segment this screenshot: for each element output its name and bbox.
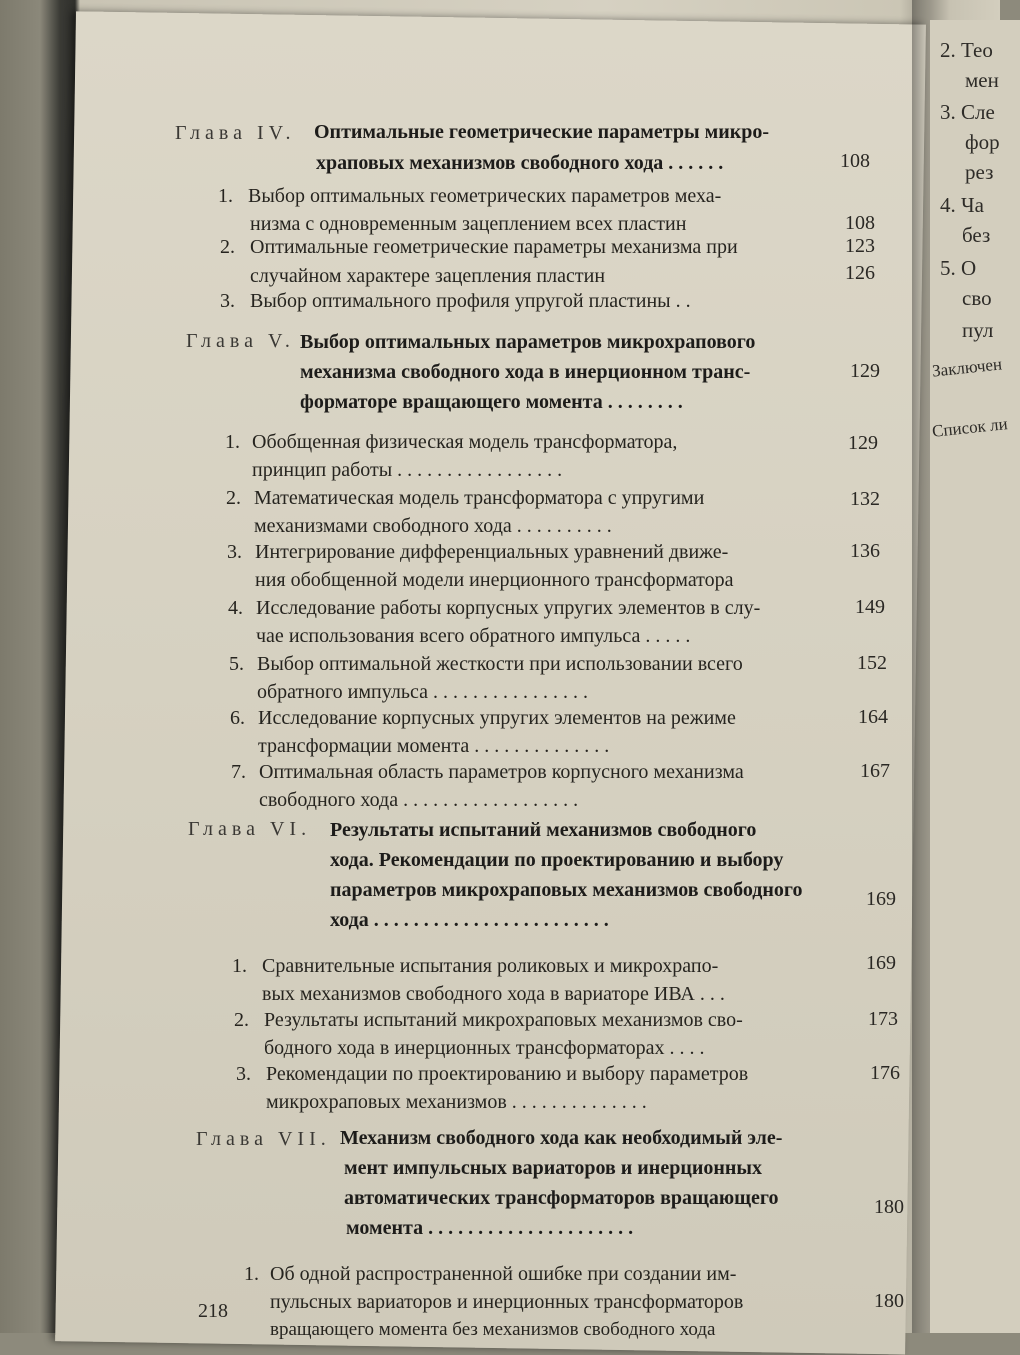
- section-line: Оптимальная область параметров корпусного механизма: [259, 761, 744, 783]
- page-number: 164: [858, 706, 888, 728]
- section-number: 1.: [225, 431, 240, 453]
- page-number: 180: [874, 1290, 904, 1312]
- page-number: 149: [855, 596, 885, 618]
- section-number: 2.: [226, 487, 241, 509]
- chapter-title-line: параметров микрохраповых механизмов свободного: [330, 879, 803, 901]
- chapter-title-line: Оптимальные геометрические параметры микро-: [314, 121, 770, 143]
- section-line: пульсных вариаторов и инерционных трансформаторов: [270, 1291, 744, 1313]
- chapter-label: Глава VII.: [196, 1128, 331, 1150]
- chapter-label: Глава VI.: [188, 818, 312, 840]
- section-line: бодного хода в инерционных трансформаторах . . . .: [264, 1037, 705, 1059]
- section-line: Результаты испытаний микрохраповых механизмов сво-: [264, 1009, 743, 1031]
- page-number: 129: [850, 360, 880, 382]
- section-number: 6.: [230, 707, 245, 729]
- facing-line: мен: [965, 68, 999, 92]
- facing-line: 4. Ча: [940, 193, 984, 217]
- facing-line: без: [962, 223, 991, 247]
- facing-line: Заключен: [931, 354, 1003, 381]
- facing-line: 2. Тео: [940, 38, 993, 62]
- chapter-title-line: механизма свободного хода в инерционном транс-: [300, 361, 751, 383]
- section-line: чае использования всего обратного импульса . . . . .: [256, 625, 691, 647]
- section-number: 1.: [244, 1263, 259, 1285]
- chapter-title-line: мент импульсных вариаторов и инерционных: [344, 1157, 763, 1179]
- facing-line: 3. Сле: [940, 100, 995, 124]
- section-line: свободного хода . . . . . . . . . . . . . . . . . .: [259, 789, 579, 811]
- page-number: 180: [874, 1196, 904, 1218]
- section-line: Выбор оптимальной жесткости при использовании всего: [257, 653, 743, 675]
- page-folio: 218: [198, 1300, 228, 1322]
- section-line: обратного импульса . . . . . . . . . . . . . . . .: [257, 681, 588, 703]
- section-number: 7.: [231, 761, 246, 783]
- page-number: 173: [868, 1008, 898, 1030]
- section-line: Математическая модель трансформатора с упругими: [254, 487, 705, 509]
- page-number: 129: [848, 432, 878, 454]
- section-line: низма с одновременным зацеплением всех пластин: [250, 213, 687, 235]
- section-number: 1.: [232, 955, 247, 977]
- section-line: Об одной распространенной ошибке при создании им-: [270, 1263, 737, 1285]
- section-number: 5.: [229, 653, 244, 675]
- page-number: 176: [870, 1062, 900, 1084]
- facing-line: Список ли: [931, 414, 1009, 441]
- section-line: механизмами свободного хода . . . . . . . . . .: [254, 515, 612, 537]
- section-line: случайном характере зацепления пластин: [250, 265, 606, 287]
- section-line: ния обобщенной модели инерционного трансформатора: [255, 569, 734, 591]
- facing-line: пул: [962, 318, 994, 342]
- section-line: Рекомендации по проектированию и выбору параметров: [266, 1063, 749, 1085]
- section-number: 3.: [220, 290, 235, 312]
- chapter-title-line: момента . . . . . . . . . . . . . . . . . . . . .: [346, 1217, 634, 1239]
- section-line: Выбор оптимальных геометрических параметров меха-: [248, 185, 722, 207]
- page-number: 123: [845, 235, 875, 257]
- section-number: 3.: [227, 541, 242, 563]
- chapter-title-line: хода . . . . . . . . . . . . . . . . . . . . . . . .: [330, 909, 609, 931]
- facing-line: 5. О: [940, 256, 977, 280]
- section-line: вых механизмов свободного хода в вариаторе ИВА . . .: [262, 983, 725, 1005]
- page-number: 152: [857, 652, 887, 674]
- chapter-label: Глава V.: [186, 330, 295, 352]
- page-number: 126: [845, 262, 875, 284]
- section-number: 4.: [228, 597, 243, 619]
- page-number: 132: [850, 488, 880, 510]
- section-line: трансформации момента . . . . . . . . . . . . . .: [258, 735, 610, 757]
- section-line: Интегрирование дифференциальных уравнений движе-: [255, 541, 729, 563]
- section-line: Исследование корпусных упругих элементов на режиме: [258, 707, 736, 729]
- page-number: 167: [860, 760, 890, 782]
- chapter-title-line: форматоре вращающего момента . . . . . . . .: [300, 391, 683, 413]
- chapter-title-line: храповых механизмов свободного хода . . . . . .: [316, 152, 724, 174]
- section-line: Оптимальные геометрические параметры механизма при: [250, 236, 738, 258]
- section-line: вращающего момента без механизмов свободного хода: [270, 1319, 716, 1340]
- page-number: 108: [845, 212, 875, 234]
- section-line: Сравнительные испытания роликовых и микрохрапо-: [262, 955, 719, 977]
- section-line: Обобщенная физическая модель трансформатора,: [252, 431, 678, 453]
- chapter-title-line: Выбор оптимальных параметров микрохрапового: [300, 331, 756, 353]
- page-number: 169: [866, 952, 896, 974]
- section-line: микрохраповых механизмов . . . . . . . . . . . . . .: [266, 1091, 647, 1113]
- chapter-title-line: хода. Рекомендации по проектированию и выбору: [330, 849, 784, 871]
- section-number: 2.: [220, 236, 235, 258]
- page-number: 136: [850, 540, 880, 562]
- section-number: 1.: [218, 185, 233, 207]
- chapter-title-line: автоматических трансформаторов вращающего: [344, 1187, 779, 1209]
- page-number: 169: [866, 888, 896, 910]
- chapter-label: Глава IV.: [175, 122, 296, 144]
- facing-line: рез: [965, 160, 994, 184]
- page-number: 108: [840, 150, 870, 172]
- section-line: принцип работы . . . . . . . . . . . . . . . . .: [252, 459, 563, 481]
- section-line: Выбор оптимального профиля упругой пластины . .: [250, 290, 691, 312]
- section-number: 2.: [234, 1009, 249, 1031]
- chapter-title-line: Результаты испытаний механизмов свободного: [330, 819, 757, 841]
- facing-line: сво: [962, 286, 992, 310]
- section-number: 3.: [236, 1063, 251, 1085]
- section-line: Исследование работы корпусных упругих элементов в слу-: [256, 597, 761, 619]
- chapter-title-line: Механизм свободного хода как необходимый эле-: [340, 1127, 783, 1149]
- facing-line: фор: [965, 130, 1000, 154]
